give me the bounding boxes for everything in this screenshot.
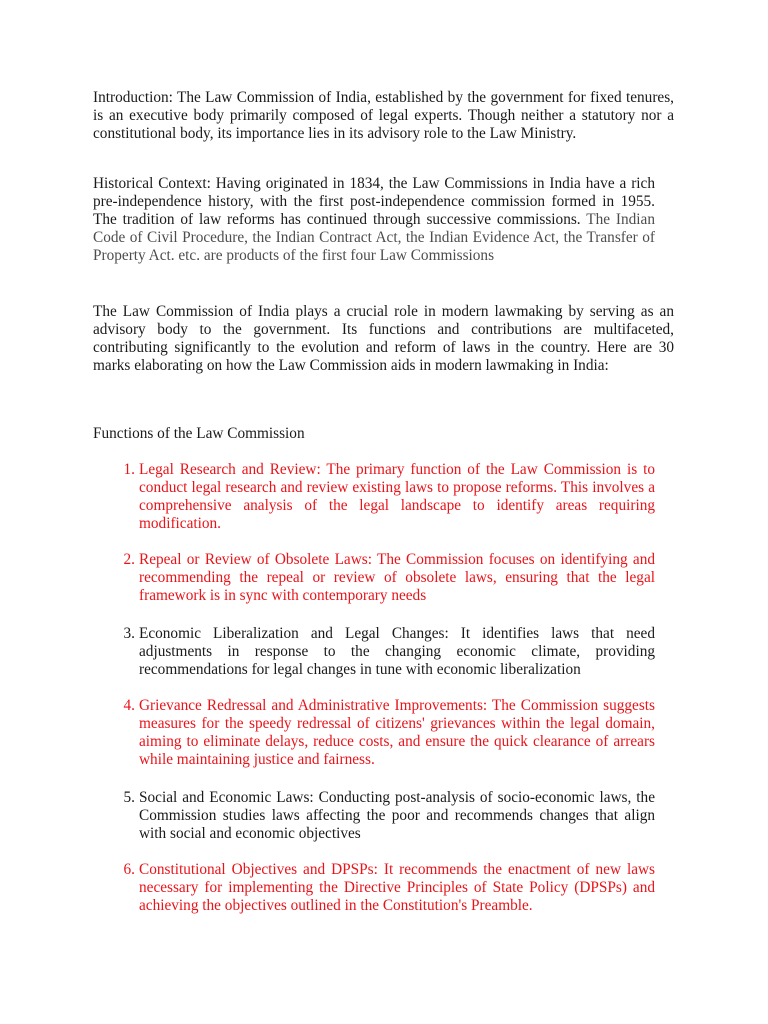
historical-context-text: Historical Context: Having originated in 1834, the Law Commissions in India have a rich pre-independence history, with the first post-independence commission formed in 1955. The tradition of law reforms has continued through successive commissions. — [93, 175, 655, 228]
historical-context-acts-text: The Indian Code of Civil Procedure, the Indian Contract Act, the Indian Evidence Act, the Transfer of Property Act. etc. are products of the first four Law Commissions — [93, 211, 655, 264]
list-item-number: 4. — [123, 697, 135, 714]
list-item-text: Legal Research and Review: The primary function of the Law Commission is to conduct legal research and review existing laws to propose reforms. This involves a comprehensive analysis of the legal landscape to identify areas requiring modification. — [139, 461, 655, 532]
list-item-number: 3. — [123, 625, 135, 642]
list-item-text: Constitutional Objectives and DPSPs: It recommends the enactment of new laws necessary for implementing the Directive Principles of State Policy (DPSPs) and achieving the objectives outlined in the Constitution's Preamble. — [139, 861, 655, 914]
list-item-text: Economic Liberalization and Legal Changes: It identifies laws that need adjustments in response to the changing economic climate, providing recommendations for legal changes in tune with economic liberalization — [139, 625, 655, 678]
role-paragraph: The Law Commission of India plays a crucial role in modern lawmaking by serving as an advisory body to the government. Its functions and contributions are multifaceted, contributing significantly to the evolution and reform of laws in the country. Here are 30 marks elaborating on how the Law Commission aids in modern lawmaking in India: — [93, 303, 674, 374]
functions-heading: Functions of the Law Commission — [93, 425, 305, 442]
list-item-number: 1. — [123, 461, 135, 478]
list-item-number: 6. — [123, 861, 135, 878]
list-item-number: 5. — [123, 789, 135, 806]
list-item-text: Repeal or Review of Obsolete Laws: The Commission focuses on identifying and recommending the repeal or review of obsolete laws, ensuring that the legal framework is in sync with contemporary needs — [139, 551, 655, 604]
intro-paragraph: Introduction: The Law Commission of India, established by the government for fixed tenures, is an executive body primarily composed of legal experts. Though neither a statutory nor a constitutional body, its importance lies in its advisory role to the Law Ministry. — [93, 89, 674, 142]
list-item-number: 2. — [123, 551, 135, 568]
list-item-text: Social and Economic Laws: Conducting post-analysis of socio-economic laws, the Commission studies laws affecting the poor and recommends changes that align with social and economic objectives — [139, 789, 655, 842]
list-item-text: Grievance Redressal and Administrative Improvements: The Commission suggests measures for the speedy redressal of citizens' grievances within the legal domain, aiming to eliminate delays, reduce costs, and ensure the quick clearance of arrears while maintaining justice and fairness. — [139, 697, 655, 768]
historical-context-paragraph — [93, 175, 655, 265]
